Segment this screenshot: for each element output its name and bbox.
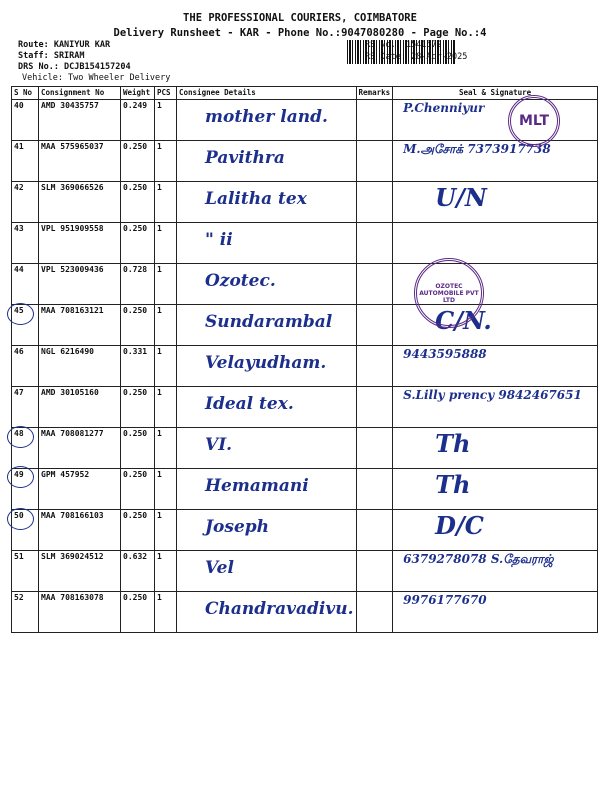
consignment-number: MAA 708166103	[39, 510, 121, 551]
consignment-number: MAA 575965037	[39, 141, 121, 182]
consignee-name: Chandravadivu.	[205, 599, 354, 619]
col-pcs: PCS	[155, 87, 177, 100]
col-remarks: Remarks	[356, 87, 393, 100]
pcs: 1	[155, 551, 177, 592]
weight: 0.331	[121, 346, 155, 387]
pcs: 1	[155, 223, 177, 264]
row-sno: 44	[12, 264, 39, 305]
row-sno: 50	[12, 510, 39, 551]
row-48-circle	[7, 426, 34, 448]
col-consignee: Consignee Details	[177, 87, 357, 100]
table-row	[12, 469, 598, 510]
consignee-name: Joseph	[205, 517, 270, 537]
pcs: 1	[155, 428, 177, 469]
signature: 6379278078 S.தேவராஜ்	[403, 552, 554, 566]
col-signature: Seal & Signature	[393, 87, 598, 100]
table-row	[12, 346, 598, 387]
weight: 0.728	[121, 264, 155, 305]
signature: D/C	[435, 511, 484, 540]
consignment-number: GPM 457952	[39, 469, 121, 510]
weight: 0.250	[121, 428, 155, 469]
rs-date: RS Date: 28-Apr-2025	[365, 52, 468, 62]
consignee-name: mother land.	[205, 107, 328, 127]
row-sno: 52	[12, 592, 39, 633]
table-row	[12, 264, 598, 305]
vehicle: Vehicle: Two Wheeler Delivery	[22, 73, 171, 83]
signature: S.Lilly prency 9842467651	[403, 388, 582, 402]
consignment-number: VPL 951909558	[39, 223, 121, 264]
row-sno: 41	[12, 141, 39, 182]
row-sno: 42	[12, 182, 39, 223]
remarks	[356, 100, 393, 141]
remarks	[356, 141, 393, 182]
weight: 0.632	[121, 551, 155, 592]
pcs: 1	[155, 469, 177, 510]
consignee-name: Pavithra	[205, 148, 285, 168]
remarks	[356, 428, 393, 469]
runsheet-table	[11, 86, 598, 633]
remarks	[356, 346, 393, 387]
table-row	[12, 223, 598, 264]
weight: 0.250	[121, 387, 155, 428]
remarks	[356, 551, 393, 592]
weight: 0.249	[121, 100, 155, 141]
row-sno: 45	[12, 305, 39, 346]
remarks	[356, 387, 393, 428]
signature: C/N.	[435, 306, 492, 335]
consignment-number: AMD 30105160	[39, 387, 121, 428]
mlt-stamp: MLT	[508, 95, 560, 147]
consignee-name: " ii	[205, 230, 233, 250]
signature: 9443595888	[403, 347, 487, 361]
pcs: 1	[155, 510, 177, 551]
row-45-circle	[7, 303, 34, 325]
consignee-name: Ideal tex.	[205, 394, 294, 414]
table-row	[12, 592, 598, 633]
consignment-number: VPL 523009436	[39, 264, 121, 305]
table-row	[12, 305, 598, 346]
consignment-number: MAA 708163121	[39, 305, 121, 346]
pcs: 1	[155, 264, 177, 305]
consignee-name: VI.	[205, 435, 233, 455]
weight: 0.250	[121, 469, 155, 510]
pcs: 1	[155, 592, 177, 633]
drs-number: DRS No.: DCJB154157204	[18, 62, 131, 72]
pcs: 1	[155, 141, 177, 182]
weight: 0.250	[121, 305, 155, 346]
weight: 0.250	[121, 141, 155, 182]
consignee-name: Ozotec.	[205, 271, 276, 291]
remarks	[356, 592, 393, 633]
rs-number: RS No.: 1541572	[365, 40, 442, 50]
weight: 0.250	[121, 592, 155, 633]
table-row	[12, 387, 598, 428]
remarks	[356, 264, 393, 305]
row-sno: 40	[12, 100, 39, 141]
consignee-name: Sundarambal	[205, 312, 333, 332]
row-50-circle	[7, 508, 34, 530]
signature: U/N	[435, 183, 487, 212]
consignment-number: SLM 369024512	[39, 551, 121, 592]
signature: Th	[435, 429, 471, 458]
col-consignment: Consignment No	[39, 87, 121, 100]
row-sno: 43	[12, 223, 39, 264]
table-row	[12, 510, 598, 551]
pcs: 1	[155, 100, 177, 141]
signature: P.Chenniyur	[403, 101, 485, 115]
table-row	[12, 428, 598, 469]
remarks	[356, 223, 393, 264]
remarks	[356, 510, 393, 551]
row-sno: 51	[12, 551, 39, 592]
weight: 0.250	[121, 510, 155, 551]
weight: 0.250	[121, 182, 155, 223]
signature: Th	[435, 470, 471, 499]
consignment-number: MAA 708081277	[39, 428, 121, 469]
pcs: 1	[155, 305, 177, 346]
consignee-name: Vel	[205, 558, 234, 578]
col-sno: S No	[12, 87, 39, 100]
table-row	[12, 551, 598, 592]
signature: M.அசோக் 7373917738	[403, 142, 551, 156]
company-title: THE PROFESSIONAL COURIERS, COIMBATORE	[183, 12, 417, 24]
pcs: 1	[155, 346, 177, 387]
table-row	[12, 182, 598, 223]
remarks	[356, 305, 393, 346]
consignee-name: Hemamani	[205, 476, 309, 496]
pcs: 1	[155, 387, 177, 428]
remarks	[356, 182, 393, 223]
pcs: 1	[155, 182, 177, 223]
row-49-circle	[7, 466, 34, 488]
row-sno: 47	[12, 387, 39, 428]
remarks	[356, 469, 393, 510]
row-sno: 49	[12, 469, 39, 510]
consignment-number: AMD 30435757	[39, 100, 121, 141]
consignment-number: NGL 6216490	[39, 346, 121, 387]
row-sno: 46	[12, 346, 39, 387]
weight: 0.250	[121, 223, 155, 264]
consignment-number: SLM 369066526	[39, 182, 121, 223]
consignee-name: Lalitha tex	[205, 189, 307, 209]
ozotec-stamp: OZOTEC AUTOMOBILE PVT LTD	[414, 258, 484, 328]
route: Route: KANIYUR KAR	[18, 40, 111, 50]
signature: 9976177670	[403, 593, 487, 607]
table-row	[12, 141, 598, 182]
col-weight: Weight	[121, 87, 155, 100]
runsheet-subtitle: Delivery Runsheet - KAR - Phone No.:9047080280 - Page No.:4	[113, 27, 487, 39]
staff: Staff: SRIRAM	[18, 51, 85, 61]
row-sno: 48	[12, 428, 39, 469]
consignee-name: Velayudham.	[205, 353, 327, 373]
table-header	[12, 87, 598, 100]
consignment-number: MAA 708163078	[39, 592, 121, 633]
